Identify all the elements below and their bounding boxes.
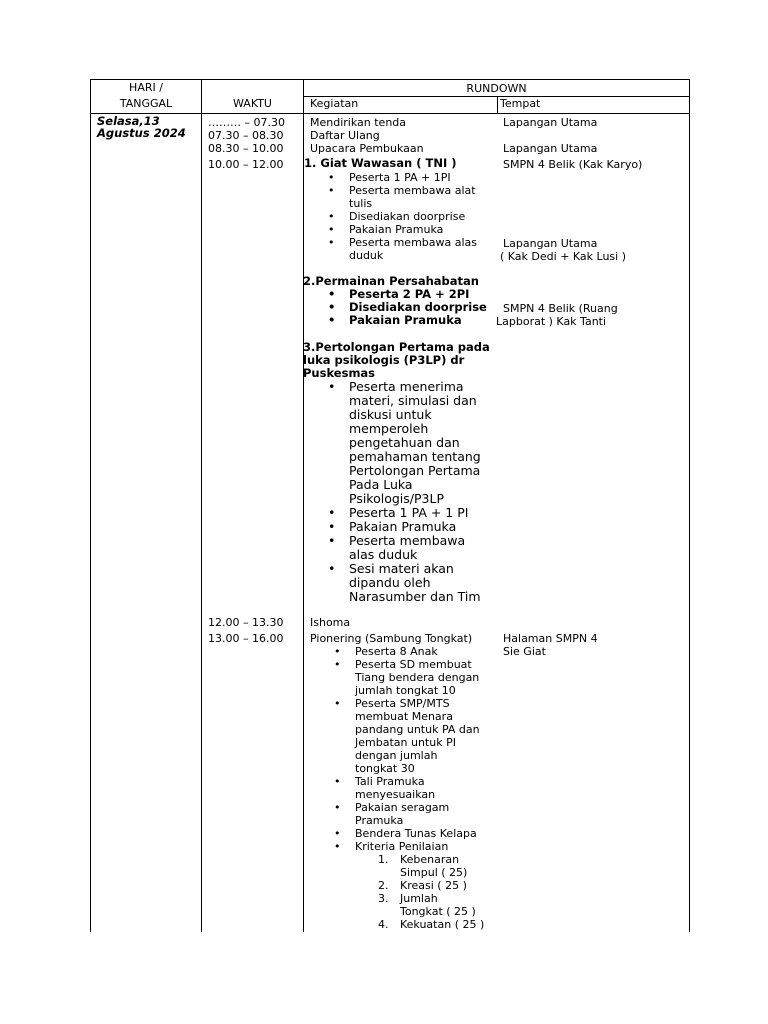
list-item-text: Peserta membawa alat — [349, 184, 476, 197]
list-item-text: Peserta SD membuat — [355, 658, 472, 671]
bullet-icon: • — [328, 171, 335, 184]
activity-item: Pionering (Sambung Tongkat) — [310, 632, 473, 645]
list-item-text: Pakaian seragam — [355, 801, 450, 814]
list-item-text: Pertolongan Pertama — [349, 463, 481, 478]
list-item-text: Peserta menerima — [349, 379, 464, 394]
list-item-text: diskusi untuk — [349, 407, 432, 422]
list-item-continuation — [355, 671, 480, 684]
list-item — [328, 561, 481, 576]
section-2-list — [328, 287, 487, 327]
bullet-icon: • — [334, 827, 341, 840]
bullet-icon: • — [328, 533, 336, 548]
list-item-text: memperoleh — [349, 421, 429, 436]
list-item-continuation — [349, 436, 481, 450]
list-item-text: Peserta 8 Anak — [355, 645, 438, 658]
list-item-text: Peserta membawa — [349, 533, 466, 548]
list-item-continuation — [349, 478, 481, 492]
section-title-line: Puskesmas — [303, 366, 376, 380]
table-border-top — [90, 79, 690, 80]
list-item-continuation — [355, 814, 480, 827]
criteria-item — [378, 853, 484, 866]
list-item-text: Pakaian Pramuka — [349, 519, 457, 534]
list-item-continuation — [349, 576, 481, 590]
header-waktu: WAKTU — [233, 97, 272, 110]
bullet-icon: • — [328, 313, 336, 327]
list-item — [328, 236, 478, 249]
header-bottom-divider — [90, 113, 690, 114]
day-date-line1: Selasa,13 — [97, 114, 160, 128]
section-title-line: luka psikologis (P3LP) dr — [303, 353, 465, 367]
list-item-text: Peserta 1 PA + 1PI — [349, 171, 451, 184]
list-item-text: Peserta SMP/MTS — [355, 697, 450, 710]
section-title — [303, 341, 490, 380]
list-item-text: Disediakan doorprise — [349, 300, 487, 314]
list-item-text: Pramuka — [355, 814, 404, 827]
place-item: Lapangan Utama — [503, 237, 598, 250]
list-item-text: Disediakan doorprise — [349, 210, 466, 223]
section-title-line: 3.Pertolongan Pertama pada — [303, 340, 490, 354]
time-slot: 10.00 – 12.00 — [208, 158, 284, 171]
criteria-text: Kebenaran — [400, 853, 460, 866]
list-item-text: pengetahuan dan — [349, 435, 460, 450]
list-item-continuation — [355, 762, 480, 775]
bullet-icon: • — [328, 210, 335, 223]
criteria-number: 3. — [378, 892, 389, 905]
day-date-line2: Agustus 2024 — [97, 126, 186, 140]
list-item-continuation — [349, 450, 481, 464]
table-border-left — [90, 79, 91, 932]
list-item-text: Jembatan untuk PI — [355, 736, 456, 749]
criteria-number: 4. — [378, 918, 389, 931]
bullet-icon: • — [328, 505, 336, 520]
time-slot: 08.30 – 10.00 — [208, 142, 284, 155]
list-item-continuation — [355, 749, 480, 762]
list-item-text: Bendera Tunas Kelapa — [355, 827, 477, 840]
criteria-item — [378, 879, 484, 892]
criteria-text: Simpul ( 25) — [400, 866, 468, 879]
list-item-text: pemahaman tentang — [349, 449, 481, 464]
place-item: Lapangan Utama — [503, 142, 598, 155]
header-subrow-divider — [303, 96, 690, 97]
time-slot: 13.00 – 16.00 — [208, 632, 284, 645]
section-3-list — [328, 379, 481, 604]
bullet-icon: • — [328, 184, 335, 197]
list-item — [334, 775, 480, 788]
list-item-text: menyesuaikan — [355, 788, 436, 801]
list-item — [328, 505, 481, 520]
bullet-icon: • — [334, 697, 341, 710]
activity-item: Upacara Pembukaan — [310, 142, 424, 155]
list-item-continuation — [355, 710, 480, 723]
list-item-continuation — [349, 492, 481, 506]
list-item-text: Tali Pramuka — [355, 775, 425, 788]
column-divider-1 — [201, 79, 202, 932]
bullet-icon: • — [328, 236, 335, 249]
list-item — [334, 801, 480, 814]
list-item-continuation — [355, 736, 480, 749]
list-item-text: materi, simulasi dan — [349, 393, 477, 408]
list-item-continuation — [355, 788, 480, 801]
list-item-text: alas duduk — [349, 547, 418, 562]
list-item-continuation — [349, 422, 481, 436]
criteria-item — [378, 892, 484, 905]
header-rundown: RUNDOWN — [466, 82, 527, 95]
place-item: Lapangan Utama — [503, 116, 598, 129]
list-item-continuation — [355, 723, 480, 736]
list-item-text: jumlah tongkat 10 — [355, 684, 456, 697]
bullet-icon: • — [328, 561, 336, 576]
header-tempat: Tempat — [500, 97, 541, 110]
time-slot: ……… – 07.30 — [208, 116, 285, 129]
list-item — [328, 533, 481, 548]
day-date — [97, 115, 186, 139]
header-hari-label: HARI / — [129, 81, 163, 94]
place-item: SMPN 4 Belik (Kak Karyo) — [503, 158, 643, 171]
list-item — [334, 697, 480, 710]
bullet-icon: • — [334, 801, 341, 814]
column-divider-2 — [303, 79, 304, 932]
list-item — [328, 184, 477, 197]
list-item — [334, 827, 480, 840]
pionering-list — [334, 645, 480, 853]
criteria-text: Tongkat ( 25 ) — [400, 905, 476, 918]
list-item-text: Sesi materi akan — [349, 561, 454, 576]
criteria-list — [378, 853, 485, 931]
criteria-item — [400, 905, 484, 918]
bullet-icon: • — [328, 287, 336, 301]
place-item: Sie Giat — [503, 645, 546, 658]
list-item-text: Pakaian Pramuka — [349, 313, 462, 327]
header-hari-tanggal — [91, 81, 201, 110]
place-item: Lapborat ) Kak Tanti — [496, 315, 607, 328]
list-item-text: Peserta 1 PA + 1 PI — [349, 505, 469, 520]
bullet-icon: • — [334, 645, 341, 658]
header-kegiatan: Kegiatan — [310, 97, 359, 110]
list-item-continuation — [349, 548, 481, 562]
list-item-text: Tiang bendera dengan — [355, 671, 480, 684]
list-item-text: Peserta 2 PA + 2PI — [349, 287, 470, 301]
criteria-text: Kreasi ( 25 ) — [400, 879, 467, 892]
list-item-text: membuat Menara — [355, 710, 453, 723]
list-item-text: pandang untuk PA dan — [355, 723, 480, 736]
criteria-item — [400, 866, 484, 879]
list-item-text: Pada Luka — [349, 477, 413, 492]
list-item-text: Kriteria Penilaian — [355, 840, 449, 853]
list-item — [328, 313, 487, 327]
section-1-list — [328, 171, 478, 262]
time-slot: 07.30 – 08.30 — [208, 129, 284, 142]
place-item: ( Kak Dedi + Kak Lusi ) — [500, 250, 627, 263]
list-item-continuation — [349, 197, 477, 210]
list-item-continuation — [349, 408, 481, 422]
list-item-text: Narasumber dan Tim — [349, 589, 481, 604]
bullet-icon: • — [328, 223, 335, 236]
bullet-icon: • — [328, 379, 336, 394]
place-item: Halaman SMPN 4 — [503, 632, 598, 645]
bullet-icon: • — [328, 519, 336, 534]
activity-item: Ishoma — [310, 616, 351, 629]
list-item — [334, 645, 480, 658]
criteria-number: 1. — [378, 853, 389, 866]
list-item — [328, 223, 477, 236]
list-item-continuation — [349, 394, 481, 408]
list-item — [334, 658, 480, 671]
section-title: 1. Giat Wawasan ( TNI ) — [304, 156, 457, 170]
criteria-item — [378, 918, 485, 931]
bullet-icon: • — [334, 840, 341, 853]
activity-item: Mendirikan tenda — [310, 116, 407, 129]
list-item-text: tulis — [349, 197, 373, 210]
criteria-text: Kekuatan ( 25 ) — [400, 918, 485, 931]
list-item-continuation — [349, 464, 481, 478]
list-item — [328, 519, 481, 534]
list-item-text: dengan jumlah — [355, 749, 438, 762]
bullet-icon: • — [334, 658, 341, 671]
activity-item: Daftar Ulang — [310, 129, 380, 142]
list-item — [328, 210, 477, 223]
bullet-icon: • — [328, 300, 336, 314]
time-slot: 12.00 – 13.30 — [208, 616, 284, 629]
list-item-text: Pakaian Pramuka — [349, 223, 444, 236]
criteria-number: 2. — [378, 879, 389, 892]
list-item-text: Peserta membawa alas — [349, 236, 478, 249]
list-item — [334, 840, 480, 853]
place-item: SMPN 4 Belik (Ruang — [503, 302, 618, 315]
header-tanggal-label: TANGGAL — [119, 97, 173, 110]
list-item — [328, 379, 481, 394]
table-border-right — [689, 79, 690, 932]
list-item-text: tongkat 30 — [355, 762, 415, 775]
list-item-continuation — [349, 249, 477, 262]
bullet-icon: • — [334, 775, 341, 788]
list-item-text: Psikologis/P3LP — [349, 491, 444, 506]
criteria-text: Jumlah — [400, 892, 438, 905]
list-item-text: dipandu oleh — [349, 575, 431, 590]
column-divider-3 — [497, 96, 498, 113]
section-title: 2.Permainan Persahabatan — [303, 274, 479, 288]
list-item-continuation — [349, 590, 481, 604]
list-item — [328, 171, 477, 184]
list-item-text: duduk — [349, 249, 384, 262]
list-item-continuation — [355, 684, 480, 697]
